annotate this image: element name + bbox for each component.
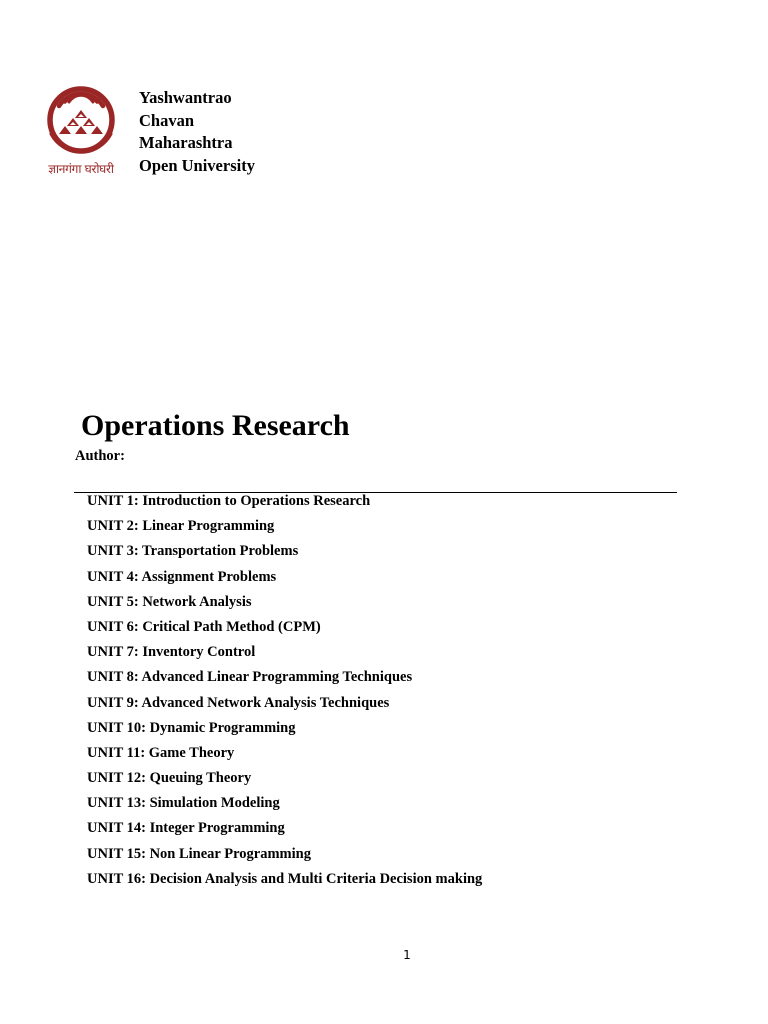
unit-item: UNIT 6: Critical Path Method (CPM) — [87, 618, 321, 635]
university-logo — [35, 84, 127, 180]
unit-item: UNIT 8: Advanced Linear Programming Techniques — [87, 669, 413, 686]
university-name — [139, 87, 255, 177]
university-name-line: Yashwantrao — [139, 88, 232, 107]
unit-item: UNIT 15: Non Linear Programming — [87, 845, 311, 862]
logo-caption: ज्ञानगंगा घरोघरी — [48, 162, 114, 176]
unit-item: UNIT 2: Linear Programming — [87, 518, 275, 535]
unit-item: UNIT 14: Integer Programming — [87, 820, 285, 837]
unit-item: UNIT 12: Queuing Theory — [87, 770, 252, 787]
page-number: 1 — [403, 948, 411, 962]
unit-item: UNIT 4: Assignment Problems — [87, 568, 277, 585]
unit-item: UNIT 5: Network Analysis — [87, 593, 252, 610]
university-name-line: Chavan — [139, 110, 195, 130]
unit-item: UNIT 13: Simulation Modeling — [87, 795, 280, 812]
university-name-line: Open University — [139, 155, 255, 175]
author-label: Author: — [75, 448, 125, 464]
unit-item: UNIT 3: Transportation Problems — [87, 543, 299, 560]
unit-item: UNIT 9: Advanced Network Analysis Techniques — [87, 694, 390, 711]
unit-item: UNIT 11: Game Theory — [87, 744, 235, 761]
ycmou-university-logo-icon — [35, 84, 127, 160]
unit-item: UNIT 10: Dynamic Programming — [87, 719, 296, 736]
unit-item: UNIT 7: Inventory Control — [87, 644, 256, 661]
document-title: Operations Research — [81, 409, 350, 442]
university-name-line: Maharashtra — [139, 133, 233, 152]
units-list — [87, 491, 482, 894]
unit-item: UNIT 16: Decision Analysis and Multi Criteria Decision making — [87, 870, 483, 887]
unit-item: UNIT 1: Introduction to Operations Research — [87, 493, 371, 509]
